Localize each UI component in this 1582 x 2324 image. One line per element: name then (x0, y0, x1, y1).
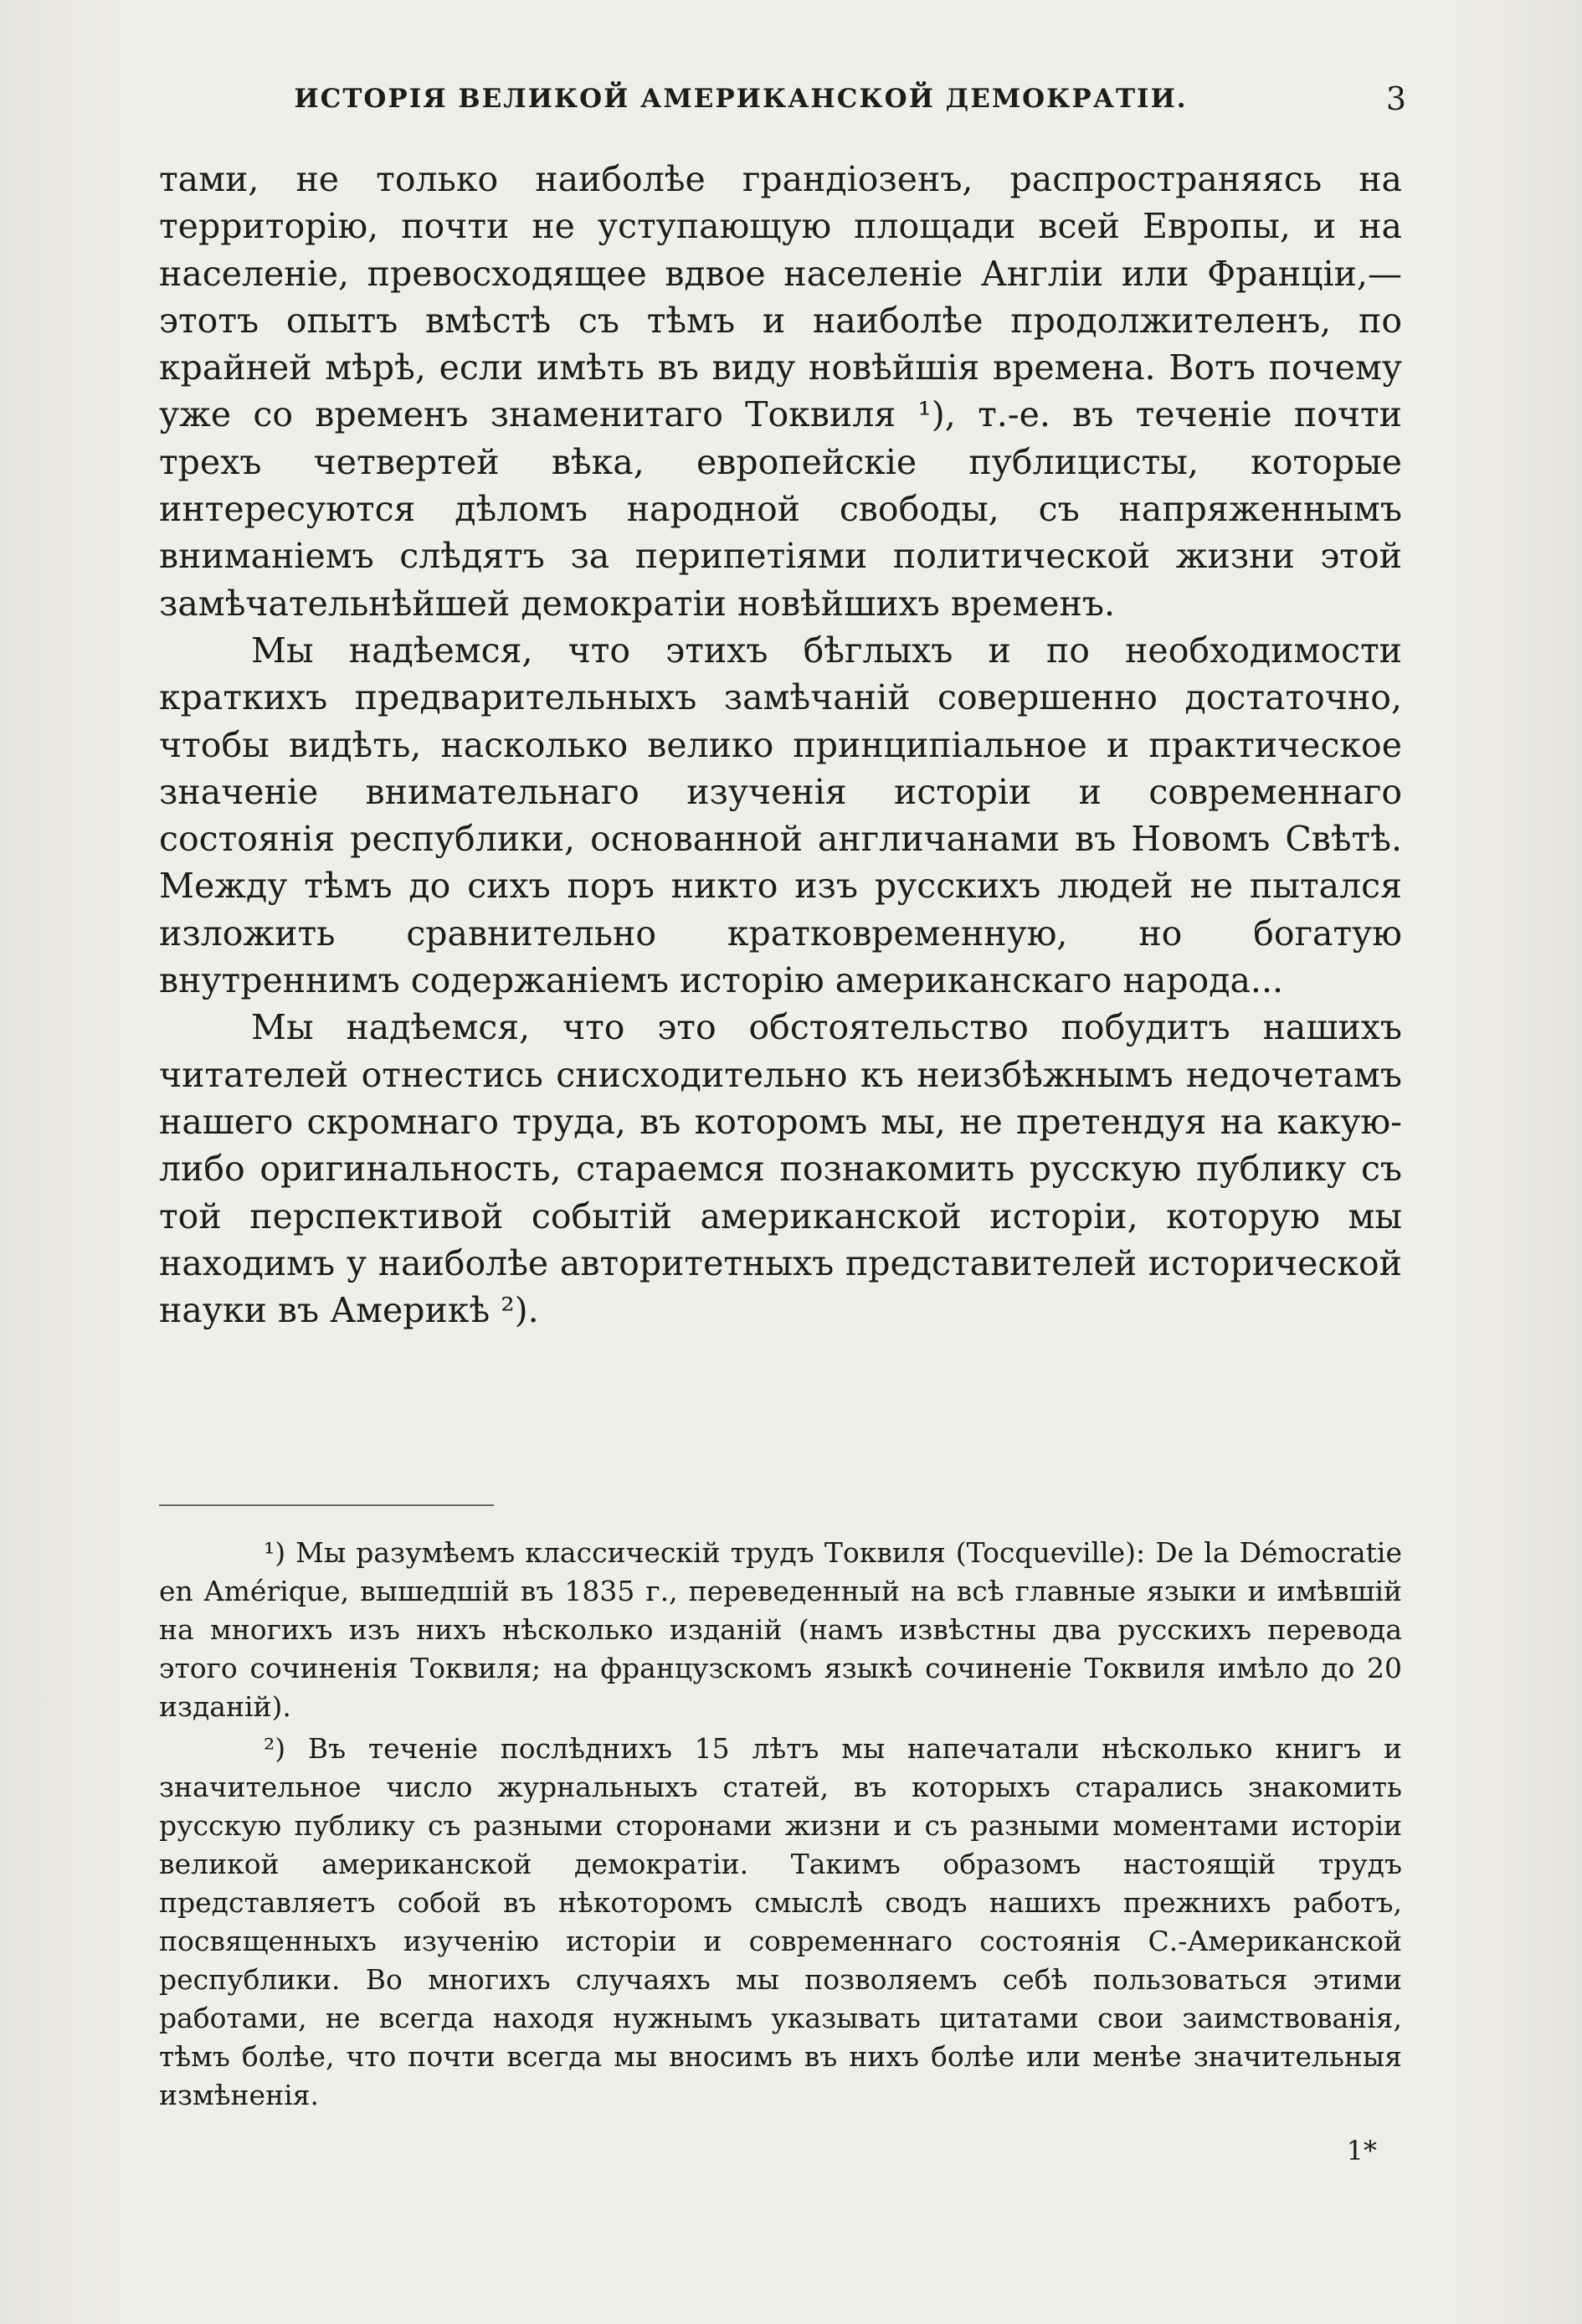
page-number: 3 (1385, 80, 1406, 117)
paragraph-2: Мы надѣемся, что этихъ бѣглыхъ и по необходимости краткихъ предварительныхъ замѣчаній совершенно достаточно, чтобы видѣть, насколько велико принципіальное и практическое значеніе внимательнаго изученія исторіи и современнаго состоянія республики, основанной англичанами въ Новомъ Свѣтѣ. Между тѣмъ до сихъ поръ никто изъ русскихъ людей не пытался изложить сравнительно кратковременную, но богатую внутреннимъ содержаніемъ исторію американскаго народа... (159, 630, 1402, 1001)
signature-mark: 1* (1346, 2135, 1377, 2167)
paragraph-3: Мы надѣемся, что это обстоятельство побудитъ нашихъ читателей отнестись снисходительно къ неизбѣжнымъ недочетамъ нашего скромнаго труда, въ которомъ мы, не претендуя на какую-либо оригинальность, стараемся познакомить русскую публику съ той перспективой событій американской исторіи, которую мы находимъ у наиболѣе авторитетныхъ представителей исторической науки въ Америкѣ ²). (159, 1007, 1402, 1331)
main-text (159, 156, 1402, 1334)
paragraph-1: тами, не только наиболѣе грандіозенъ, распространяясь на территорію, почти не уступающую площади всей Европы, и на населеніе, превосходящее вдвое населеніе Англіи или Франціи,—этотъ опытъ вмѣстѣ съ тѣмъ и наиболѣе продолжителенъ, по крайней мѣрѣ, если имѣть въ виду новѣйшія времена. Вотъ почему уже со временъ знаменитаго Токвиля ¹), т.-е. въ теченіе почти трехъ четвертей вѣка, европейскіе публицисты, которые интересуются дѣломъ народной свободы, съ напряженнымъ вниманіемъ слѣдятъ за перипетіями политической жизни этой замѣчательнѣйшей демократіи новѣйшихъ временъ. (159, 159, 1402, 624)
footnote-1: ¹) Мы разумѣемъ классическій трудъ Токвиля (Tocqueville): De la Démocratie en Amérique, вышедшій въ 1835 г., переведенный на всѣ главные языки и имѣвшій на многихъ изъ нихъ нѣсколько изданій (намъ извѣстны два русскихъ перевода этого сочиненія Токвиля; на французскомъ языкѣ сочиненіе Токвиля имѣло до 20 изданій). (159, 1536, 1402, 1723)
page-header (159, 80, 1423, 134)
footnotes (159, 1534, 1402, 2115)
running-title: ИСТОРІЯ ВЕЛИКОЙ АМЕРИКАНСКОЙ ДЕМОКРАТІИ. (294, 84, 1188, 114)
footnote-2: ²) Въ теченіе послѣднихъ 15 лѣтъ мы напечатали нѣсколько книгъ и значительное число журнальныхъ статей, въ которыхъ старались знакомить русскую публику съ разными сторонами жизни и съ разными моментами исторіи великой американской демократіи. Такимъ образомъ настоящій трудъ представляетъ собой въ нѣкоторомъ смыслѣ сводъ нашихъ прежнихъ работъ, посвященныхъ изученію исторіи и современнаго состоянія С.-Американской республики. Во многихъ случаяхъ мы позволяемъ себѣ пользоваться этими работами, не всегда находя нужнымъ указывать цитатами свои заимствованія, тѣмъ болѣе, что почти всегда мы вносимъ въ нихъ болѣе или менѣе значительныя измѣненія. (159, 1732, 1402, 2111)
footnote-divider (159, 1504, 494, 1506)
